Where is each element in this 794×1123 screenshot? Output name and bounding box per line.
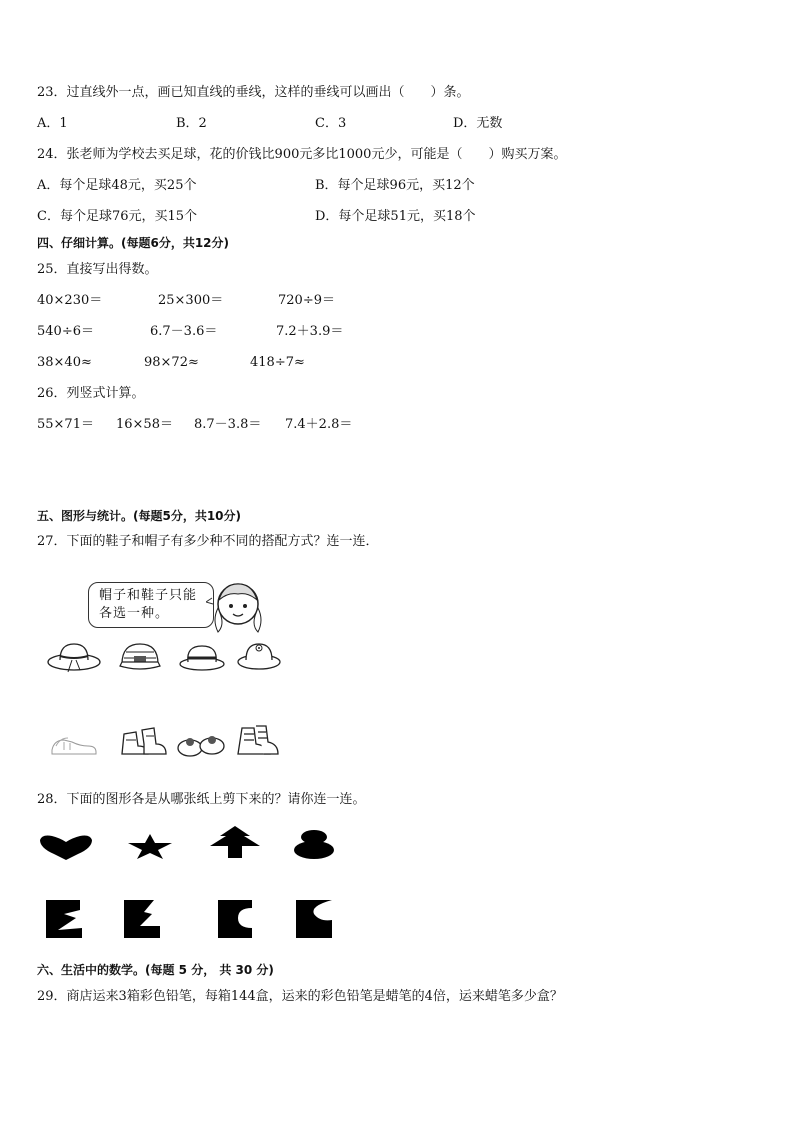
q25-cell: 38×40≈	[37, 355, 92, 370]
q23-option-a: A．1	[37, 116, 68, 131]
q24-option-c: C．每个足球76元，买15个	[37, 209, 198, 224]
high-top-sneakers-icon	[234, 724, 280, 760]
q25-cell: 540÷6＝	[37, 324, 94, 339]
sun-hat-flower-icon	[236, 640, 282, 672]
q29-stem: 29．商店运来3箱彩色铅笔，每箱144盒，运来的彩色铅笔是蜡笔的4倍，运来蜡笔多少盒？	[37, 989, 563, 1004]
q25-cell: 7.2＋3.9＝	[276, 324, 344, 339]
star-shape-icon	[126, 832, 174, 860]
q24-option-a: A．每个足球48元，买25个	[37, 178, 197, 193]
q26-item: 8.7－3.8＝	[194, 417, 262, 432]
q24-option-b: B．每个足球96元，买12个	[315, 178, 475, 193]
q25-stem: 25．直接写出得数。	[37, 262, 158, 277]
baby-shoes-icon	[176, 728, 226, 758]
q25-cell: 40×230＝	[37, 293, 103, 308]
q25-cell: 25×300＝	[158, 293, 224, 308]
boots-icon	[118, 726, 168, 760]
speech-bubble	[88, 582, 214, 628]
q23-option-c: C．3	[315, 116, 347, 131]
sneakers-icon	[50, 732, 100, 758]
tree-arrow-shape-icon	[208, 824, 262, 860]
q28-stem: 28．下面的图形各是从哪张纸上剪下来的？请你连一连。	[37, 792, 366, 807]
section-4-title: 四、仔细计算。(每题6分，共12分)	[37, 236, 230, 250]
q23-option-d: D．无数	[453, 116, 503, 131]
q25-cell: 98×72≈	[144, 355, 199, 370]
q23-stem: 23．过直线外一点，画已知直线的垂线，这样的垂线可以画出（ ）条。	[37, 85, 470, 100]
cut-paper-3-icon	[218, 900, 254, 938]
fedora-hat-icon	[178, 642, 226, 672]
q26-stem: 26．列竖式计算。	[37, 386, 145, 401]
heart-shape-icon	[38, 834, 94, 862]
q25-cell: 418÷7≈	[250, 355, 305, 370]
q26-item: 16×58＝	[116, 417, 173, 432]
cut-paper-2-icon	[124, 900, 162, 938]
baseball-cap-icon	[118, 640, 162, 674]
speech-bubble-text: 帽子和鞋子只能各选一种。	[99, 588, 198, 621]
q26-item: 7.4＋2.8＝	[285, 417, 353, 432]
q24-option-d: D．每个足球51元，买18个	[315, 209, 476, 224]
q26-item: 55×71＝	[37, 417, 94, 432]
girl-illustration	[206, 578, 266, 636]
q23-option-b: B．2	[176, 116, 207, 131]
q27-stem: 27．下面的鞋子和帽子有多少种不同的搭配方式？连一连．	[37, 534, 379, 549]
figure-eight-shape-icon	[292, 828, 336, 860]
section-5-title: 五、图形与统计。(每题5分，共10分)	[37, 509, 242, 523]
q24-stem: 24．张老师为学校去买足球，花的价钱比900元多比1000元少，可能是（ ）购买万案。	[37, 147, 567, 162]
q25-cell: 720÷9＝	[278, 293, 335, 308]
q25-cell: 6.7－3.6＝	[150, 324, 218, 339]
section-6-title: 六、生活中的数学。(每题 5 分， 共 30 分)	[37, 963, 274, 977]
cut-paper-1-icon	[46, 900, 84, 938]
hat-wide-brim-icon	[46, 638, 102, 674]
cut-paper-4-icon	[296, 900, 334, 938]
